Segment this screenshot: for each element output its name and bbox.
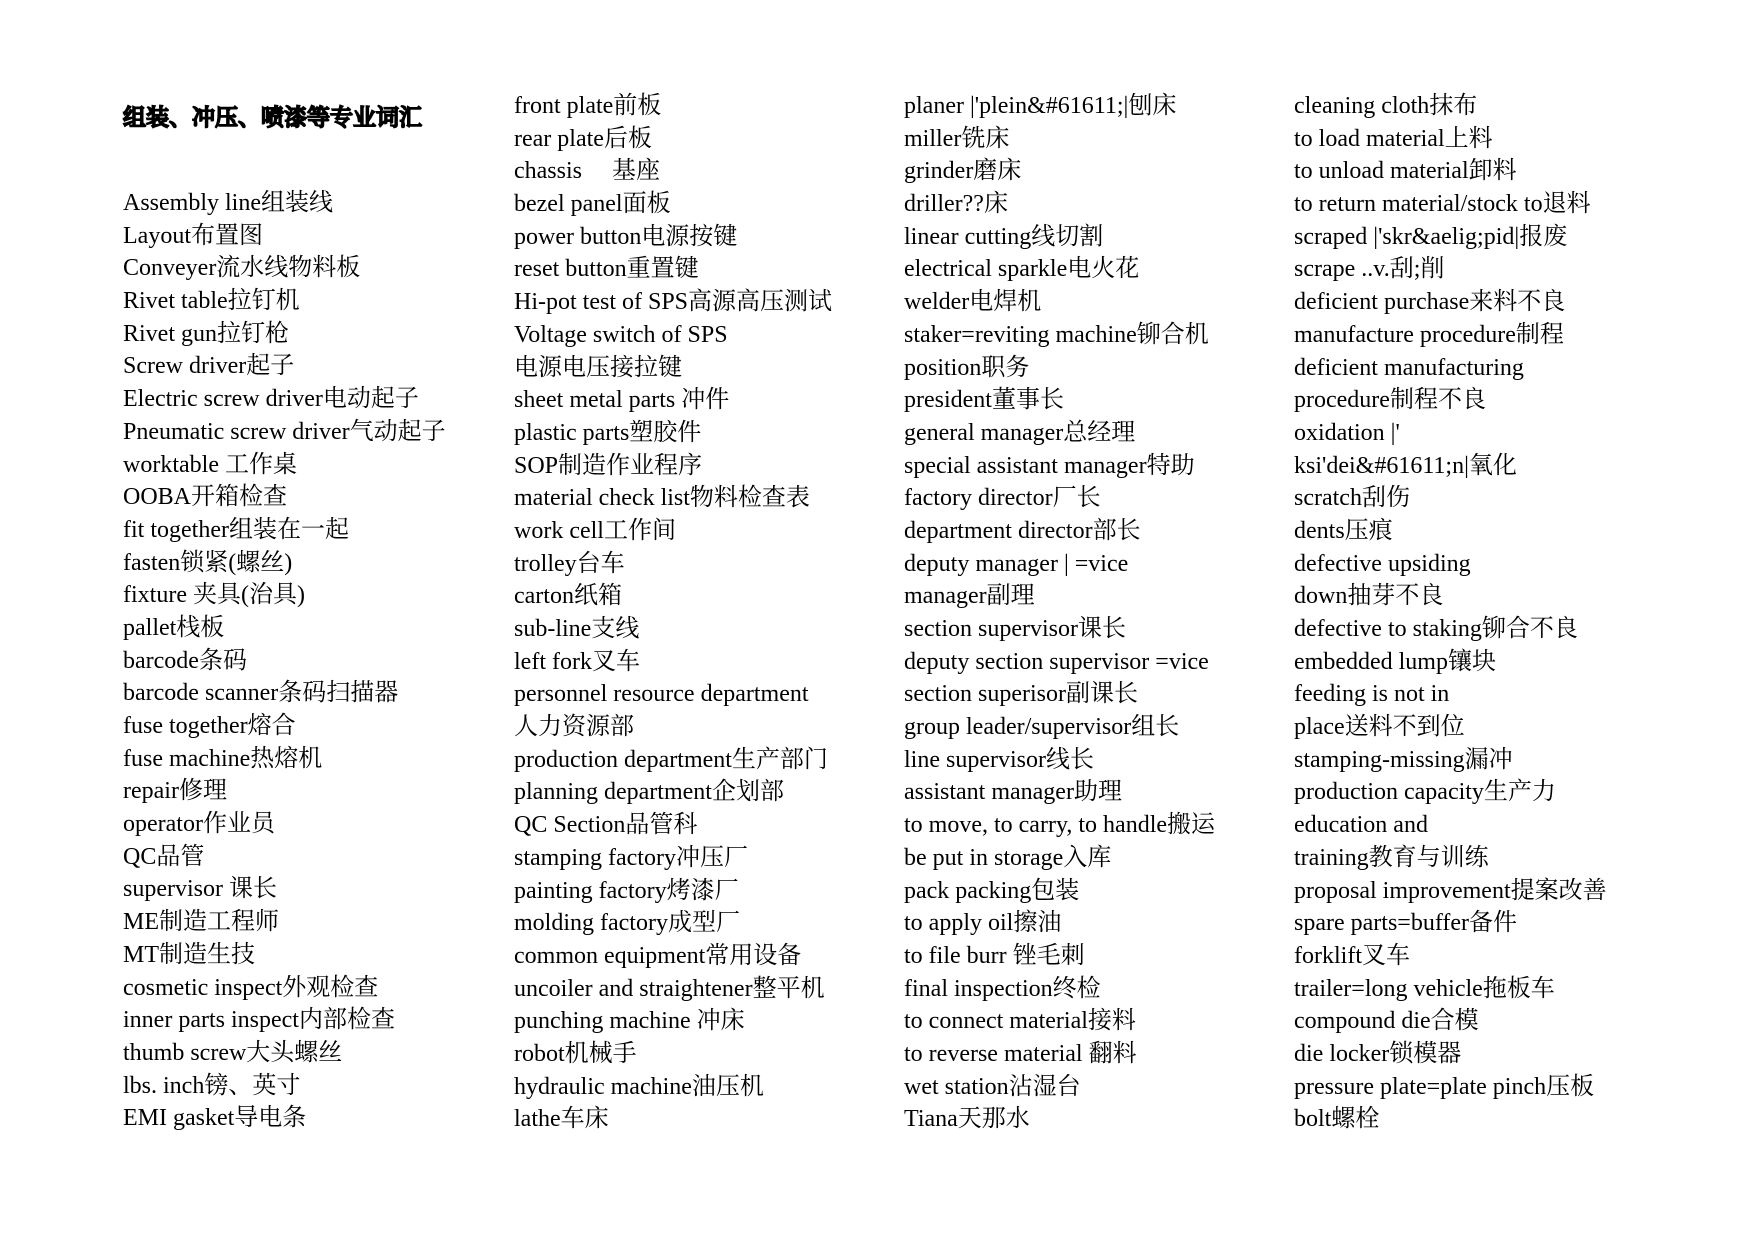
term-entry: deputy manager | =vice — [904, 550, 1129, 577]
term-entry: factory director厂长 — [904, 485, 1101, 512]
term-entry: front plate前板 — [514, 93, 662, 119]
term-entry: operator作业员 — [123, 811, 275, 838]
term-entry: fuse together熔合 — [123, 713, 296, 739]
term-entry: section superisor副课长 — [904, 681, 1138, 708]
term-entry: painting factory烤漆厂 — [514, 877, 739, 904]
column-1 — [123, 90, 503, 1135]
term-list-2 — [514, 90, 894, 1136]
term-entry: embedded lump镶块 — [1294, 648, 1496, 675]
term-entry: wet station沾湿台 — [904, 1073, 1081, 1100]
term-entry: work cell工作间 — [514, 517, 676, 544]
term-entry: president董事长 — [904, 387, 1064, 414]
term-entry: Rivet gun拉钉枪 — [123, 320, 289, 347]
term-entry: manager副理 — [904, 583, 1035, 610]
term-entry: trolley台车 — [514, 550, 625, 577]
term-entry: chassis 基座 — [514, 158, 660, 185]
term-entry: Screw driver起子 — [123, 353, 295, 380]
term-entry: carton纸箱 — [514, 583, 622, 610]
term-entry: Conveyer流水线物料板 — [123, 255, 361, 282]
term-entry: to load material上料 — [1294, 125, 1493, 152]
term-entry: barcode scanner条码扫描器 — [123, 680, 399, 707]
term-entry: electrical sparkle电火花 — [904, 256, 1140, 283]
term-entry: uncoiler and straightener整平机 — [514, 975, 825, 1002]
term-entry: production capacity生产力 — [1294, 779, 1556, 806]
term-entry: power button电源按键 — [514, 223, 738, 250]
term-entry: to move, to carry, to handle搬运 — [904, 812, 1216, 839]
term-entry: fit together组装在一起 — [123, 516, 349, 543]
term-entry: sheet metal parts 冲件 — [514, 387, 730, 414]
term-entry: punching machine 冲床 — [514, 1008, 745, 1035]
term-entry: robot机械手 — [514, 1040, 637, 1067]
term-entry: hydraulic machine油压机 — [514, 1073, 764, 1100]
term-entry: fixture 夹具(治具) — [123, 582, 305, 609]
term-entry: procedure制程不良 — [1294, 387, 1486, 414]
term-entry: assistant manager助理 — [904, 779, 1122, 806]
term-entry: spare parts=buffer备件 — [1294, 910, 1518, 937]
term-entry: linear cutting线切割 — [904, 223, 1104, 250]
term-entry: stamping-missing漏冲 — [1294, 746, 1513, 773]
term-entry: scrape ..v.刮;削 — [1294, 256, 1445, 283]
term-entry: staker=reviting machine铆合机 — [904, 321, 1209, 348]
term-entry: grinder磨床 — [904, 158, 1022, 185]
term-entry: department director部长 — [904, 517, 1141, 544]
term-entry: scratch刮伤 — [1294, 485, 1410, 512]
term-entry: QC品管 — [123, 843, 205, 870]
term-entry: dents压痕 — [1294, 517, 1393, 544]
term-entry: supervisor 课长 — [123, 876, 277, 903]
term-entry: welder电焊机 — [904, 289, 1042, 316]
term-entry: OOBA开箱检查 — [123, 484, 288, 511]
term-entry: ME制造工程师 — [123, 909, 279, 936]
term-entry: defective upsiding — [1294, 550, 1471, 577]
term-entry: position职务 — [904, 354, 1030, 381]
term-entry: thumb screw大头螺丝 — [123, 1039, 343, 1066]
term-entry: compound die合模 — [1294, 1008, 1479, 1035]
term-entry: rear plate后板 — [514, 125, 652, 152]
term-entry: to unload material卸料 — [1294, 158, 1517, 185]
term-entry: Voltage switch of SPS — [514, 321, 728, 348]
term-entry: feeding is not in — [1294, 681, 1450, 708]
term-entry: education and — [1294, 812, 1428, 839]
term-entry: fasten锁紧(螺丝) — [123, 549, 293, 576]
term-entry: to connect material接料 — [904, 1008, 1136, 1035]
term-entry: repair修理 — [123, 778, 227, 805]
term-entry: Tiana天那水 — [904, 1106, 1030, 1133]
term-entry: bolt螺栓 — [1294, 1106, 1380, 1133]
term-entry: to reverse material 翻料 — [904, 1040, 1137, 1067]
term-entry: molding factory成型厂 — [514, 910, 740, 937]
term-entry: group leader/supervisor组长 — [904, 714, 1180, 741]
term-entry: defective to staking铆合不良 — [1294, 616, 1578, 642]
term-entry: section supervisor课长 — [904, 616, 1126, 642]
term-entry: sub-line支线 — [514, 616, 640, 642]
term-entry: pallet栈板 — [123, 614, 225, 641]
term-entry: special assistant manager特助 — [904, 452, 1195, 479]
term-entry: SOP制造作业程序 — [514, 452, 703, 479]
term-entry: common equipment常用设备 — [514, 942, 802, 969]
term-entry: Layout布置图 — [123, 222, 263, 249]
term-entry: left fork叉车 — [514, 648, 640, 675]
term-entry: Pneumatic screw driver气动起子 — [123, 418, 446, 445]
column-2 — [514, 90, 894, 1136]
term-entry: material check list物料检查表 — [514, 485, 810, 512]
term-entry: planning department企划部 — [514, 779, 784, 806]
term-entry: Rivet table拉钉机 — [123, 288, 300, 315]
term-entry: proposal improvement提案改善 — [1294, 877, 1607, 904]
term-entry: manufacture procedure制程 — [1294, 321, 1564, 348]
term-entry: cleaning cloth抹布 — [1294, 93, 1478, 119]
term-entry: stamping factory冲压厂 — [514, 844, 748, 871]
term-list-1 — [123, 187, 503, 1135]
term-entry: scraped |'skr&aelig;pid|报废 — [1294, 223, 1568, 250]
term-entry: planer |'plein&#61611;|刨床 — [904, 93, 1177, 119]
term-entry: pack packing包装 — [904, 877, 1080, 904]
term-entry: 电源电压接拉键 — [514, 354, 682, 381]
term-entry: to return material/stock to退料 — [1294, 191, 1591, 218]
term-entry: production department生产部门 — [514, 746, 828, 773]
term-entry: cosmetic inspect外观检查 — [123, 974, 379, 1001]
term-entry: EMI gasket导电条 — [123, 1105, 307, 1132]
term-entry: die locker锁模器 — [1294, 1040, 1462, 1067]
term-entry: fuse machine热熔机 — [123, 745, 323, 772]
term-entry: oxidation |' — [1294, 419, 1400, 446]
term-list-4 — [1294, 90, 1674, 1136]
term-entry: pressure plate=plate pinch压板 — [1294, 1073, 1595, 1100]
term-entry: deficient purchase来料不良 — [1294, 289, 1566, 316]
term-entry: reset button重置键 — [514, 256, 699, 283]
term-entry: driller??床 — [904, 191, 1008, 218]
term-entry: lathe车床 — [514, 1106, 609, 1133]
term-entry: barcode条码 — [123, 647, 247, 674]
term-entry: worktable 工作桌 — [123, 451, 297, 478]
term-entry: be put in storage入库 — [904, 844, 1112, 871]
column-4 — [1294, 90, 1674, 1136]
term-entry: plastic parts塑胶件 — [514, 419, 702, 446]
term-entry: Assembly line组装线 — [123, 190, 333, 216]
term-entry: ksi'dei&#61611;n|氧化 — [1294, 452, 1517, 479]
term-entry: Electric screw driver电动起子 — [123, 386, 419, 413]
term-entry: training教育与训练 — [1294, 844, 1489, 871]
term-entry: place送料不到位 — [1294, 714, 1465, 741]
term-entry: down抽芽不良 — [1294, 583, 1444, 610]
term-entry: deficient manufacturing — [1294, 354, 1524, 381]
term-list-3 — [904, 90, 1284, 1136]
term-entry: to file burr 锉毛刺 — [904, 942, 1085, 969]
term-entry: personnel resource department — [514, 681, 809, 708]
term-entry: line supervisor线长 — [904, 746, 1094, 773]
term-entry: bezel panel面板 — [514, 191, 671, 218]
term-entry: MT制造生技 — [123, 941, 255, 968]
column-3 — [904, 90, 1284, 1136]
term-entry: trailer=long vehicle拖板车 — [1294, 975, 1555, 1002]
term-entry: to apply oil擦油 — [904, 910, 1062, 937]
term-entry: final inspection终检 — [904, 975, 1101, 1002]
term-entry: deputy section supervisor =vice — [904, 648, 1209, 675]
term-entry: 人力资源部 — [514, 714, 634, 741]
term-entry: lbs. inch镑、英寸 — [123, 1072, 301, 1099]
term-entry: miller铣床 — [904, 125, 1010, 152]
document-title: 组装、冲压、喷漆等专业词汇 — [123, 105, 422, 131]
term-entry: forklift叉车 — [1294, 942, 1410, 969]
term-entry: Hi-pot test of SPS高源高压测试 — [514, 289, 833, 316]
term-entry: inner parts inspect内部检查 — [123, 1007, 395, 1034]
term-entry: QC Section品管科 — [514, 812, 698, 839]
term-entry: general manager总经理 — [904, 419, 1136, 446]
